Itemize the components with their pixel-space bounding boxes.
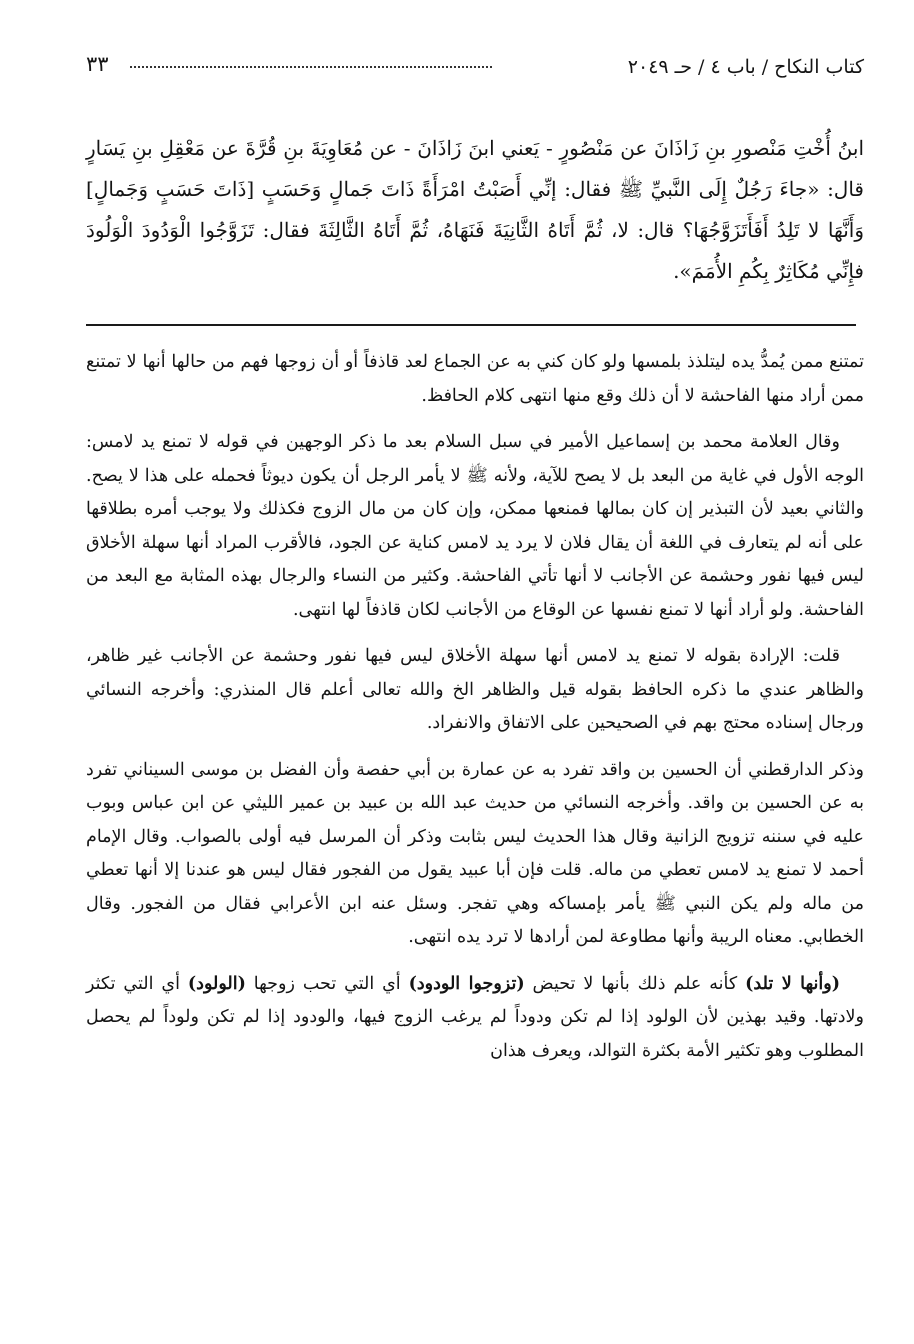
commentary-text: أي التي تكثر ولادتها. وقيد بهذين لأن الولود إذا لم تكن ودوداً لم يرغب الزوج فيها، والودود إذا لم تكن ولوداً لم يحصل المطلوب وهو تكثير الأمة بكثرة التوالد، ويعرف هذان <box>86 973 864 1061</box>
dot-leader <box>130 66 492 68</box>
commentary-paragraph-4: وذكر الدارقطني أن الحسين بن واقد تفرد به عن عمارة بن أبي حفصة وأن الفضل بن موسى السيناني تفرد به عن الحسين بن واقد. وأخرجه النسائي من حديث عبد الله بن عبيد بن عمير الليثي عن ابن عباس وبوب عليه في سننه تزويج الزانية وقال هذا الحديث ليس بثابت وذكر أن المرسل فيه أولى بالصواب. وقال الإمام أحمد لا تمنع يد لامس تعطي من ماله. قلت فإن أبا عبيد يقول من الفجور فقال ليس هو عندنا إلا أنها تعطي من ماله ولم يكن النبي ﷺ يأمر بإمساكه وهي تفجر. وسئل عنه ابن الأعرابي فقال من الفجور. وقال الخطابي. معناه الريبة وأنها مطاوعة لمن أرادها لا ترد يده انتهى. <box>86 759 864 947</box>
commentary-text: أي التي تحب زوجها <box>245 973 409 994</box>
commentary-paragraph-1: تمتنع ممن يُمدُّ يده ليتلذذ بلمسها ولو كان كني به عن الجماع لعد قاذفاً أو أن زوجها فهم من حالها أنها لا تمتنع ممن أراد منها الفاحشة لا أن ذلك وقع منها انتهى كلام الحافظ. <box>86 352 864 406</box>
running-title: كتاب النكاح / باب ٤ / حـ ٢٠٤٩ <box>627 56 864 78</box>
quoted-term: (وأنها لا تلد) <box>745 973 841 994</box>
commentary-paragraph-2: وقال العلامة محمد بن إسماعيل الأمير في سبل السلام بعد ما ذكر الوجهين في قوله لا تمنع يد لامس: الوجه الأول في غاية من البعد بل لا يصح للآية، ولأنه ﷺ لا يأمر الرجل أن يكون ديوثاً فحمله على هذا لا يصح. والثاني بعيد لأن التبذير إن كان بمالها فمنعها ممكن، وإن كان من مال الزوج فكذلك ولا يوجب أمره بطلاقها على أنه لم يتعارف في اللغة أن يقال فلان لا يرد يد لامس كناية عن الجود، فالأقرب المراد أنها سهلة الأخلاق ليس فيها نفور وحشمة عن الأجانب لا أنها تأتي الفاحشة. وكثير من النساء والرجال بهذه المثابة مع البعد من الفاحشة. ولو أراد أنها لا تمنع نفسها عن الوقاع من الأجانب لكان قاذفاً لها انتهى. <box>86 432 864 620</box>
running-header <box>86 44 864 84</box>
book-page <box>86 44 864 1334</box>
commentary-paragraph-5 <box>86 968 864 1069</box>
quoted-term: (الولود) <box>187 973 246 994</box>
commentary-text: كأنه علم ذلك بأنها لا تحيض <box>524 973 746 994</box>
hadith-text <box>86 128 864 292</box>
commentary <box>86 346 864 1068</box>
commentary-paragraph-3: قلت: الإرادة بقوله لا تمنع يد لامس أنها سهلة الأخلاق ليس فيها نفور وحشمة عن الأجانب غير ظاهر، والظاهر عندي ما ذكره الحافظ بقوله قيل والظاهر الخ والله تعالى أعلم قال المنذري: وأخرجه النسائي ورجال إسناده محتج بهم في الصحيحين على الاتفاق والانفراد. <box>86 646 864 733</box>
quoted-term: (تزوجوا الودود) <box>408 973 525 994</box>
page-number: ٣٣ <box>86 52 109 76</box>
hadith-paragraph: ابنُ أُخْتِ مَنْصورِ بنِ زَاذَانَ عن مَنْصُورٍ - يَعني ابنَ زَاذَانَ - عن مُعَاوِيَةَ بنِ قُرَّةَ عن مَعْقِلِ بنِ يَسَارٍ قال: «جاءَ رَجُلٌ إِلَى النَّبيِّ ﷺ فقال: إنِّي أَصَبْتُ امْرَأَةً ذَاتَ جَمالٍ وَحَسَبٍ [ذَاتَ حَسَبٍ وَجَمالٍ] وَأَنَّهَا لا تَلِدُ أَفَأَتَزَوَّجُهَا؟ قال: لا، ثُمَّ أَتَاهُ الثَّانِيَةَ فَنَهَاهُ، ثُمَّ أَتَاهُ الثَّالِثَةَ فقال: تَزَوَّجُوا الْوَدُودَ الْوَلُودَ فإِنِّي مُكَاثِرٌ بِكُمِ الأُمَمَ». <box>86 136 864 283</box>
separator-rule <box>86 324 856 326</box>
